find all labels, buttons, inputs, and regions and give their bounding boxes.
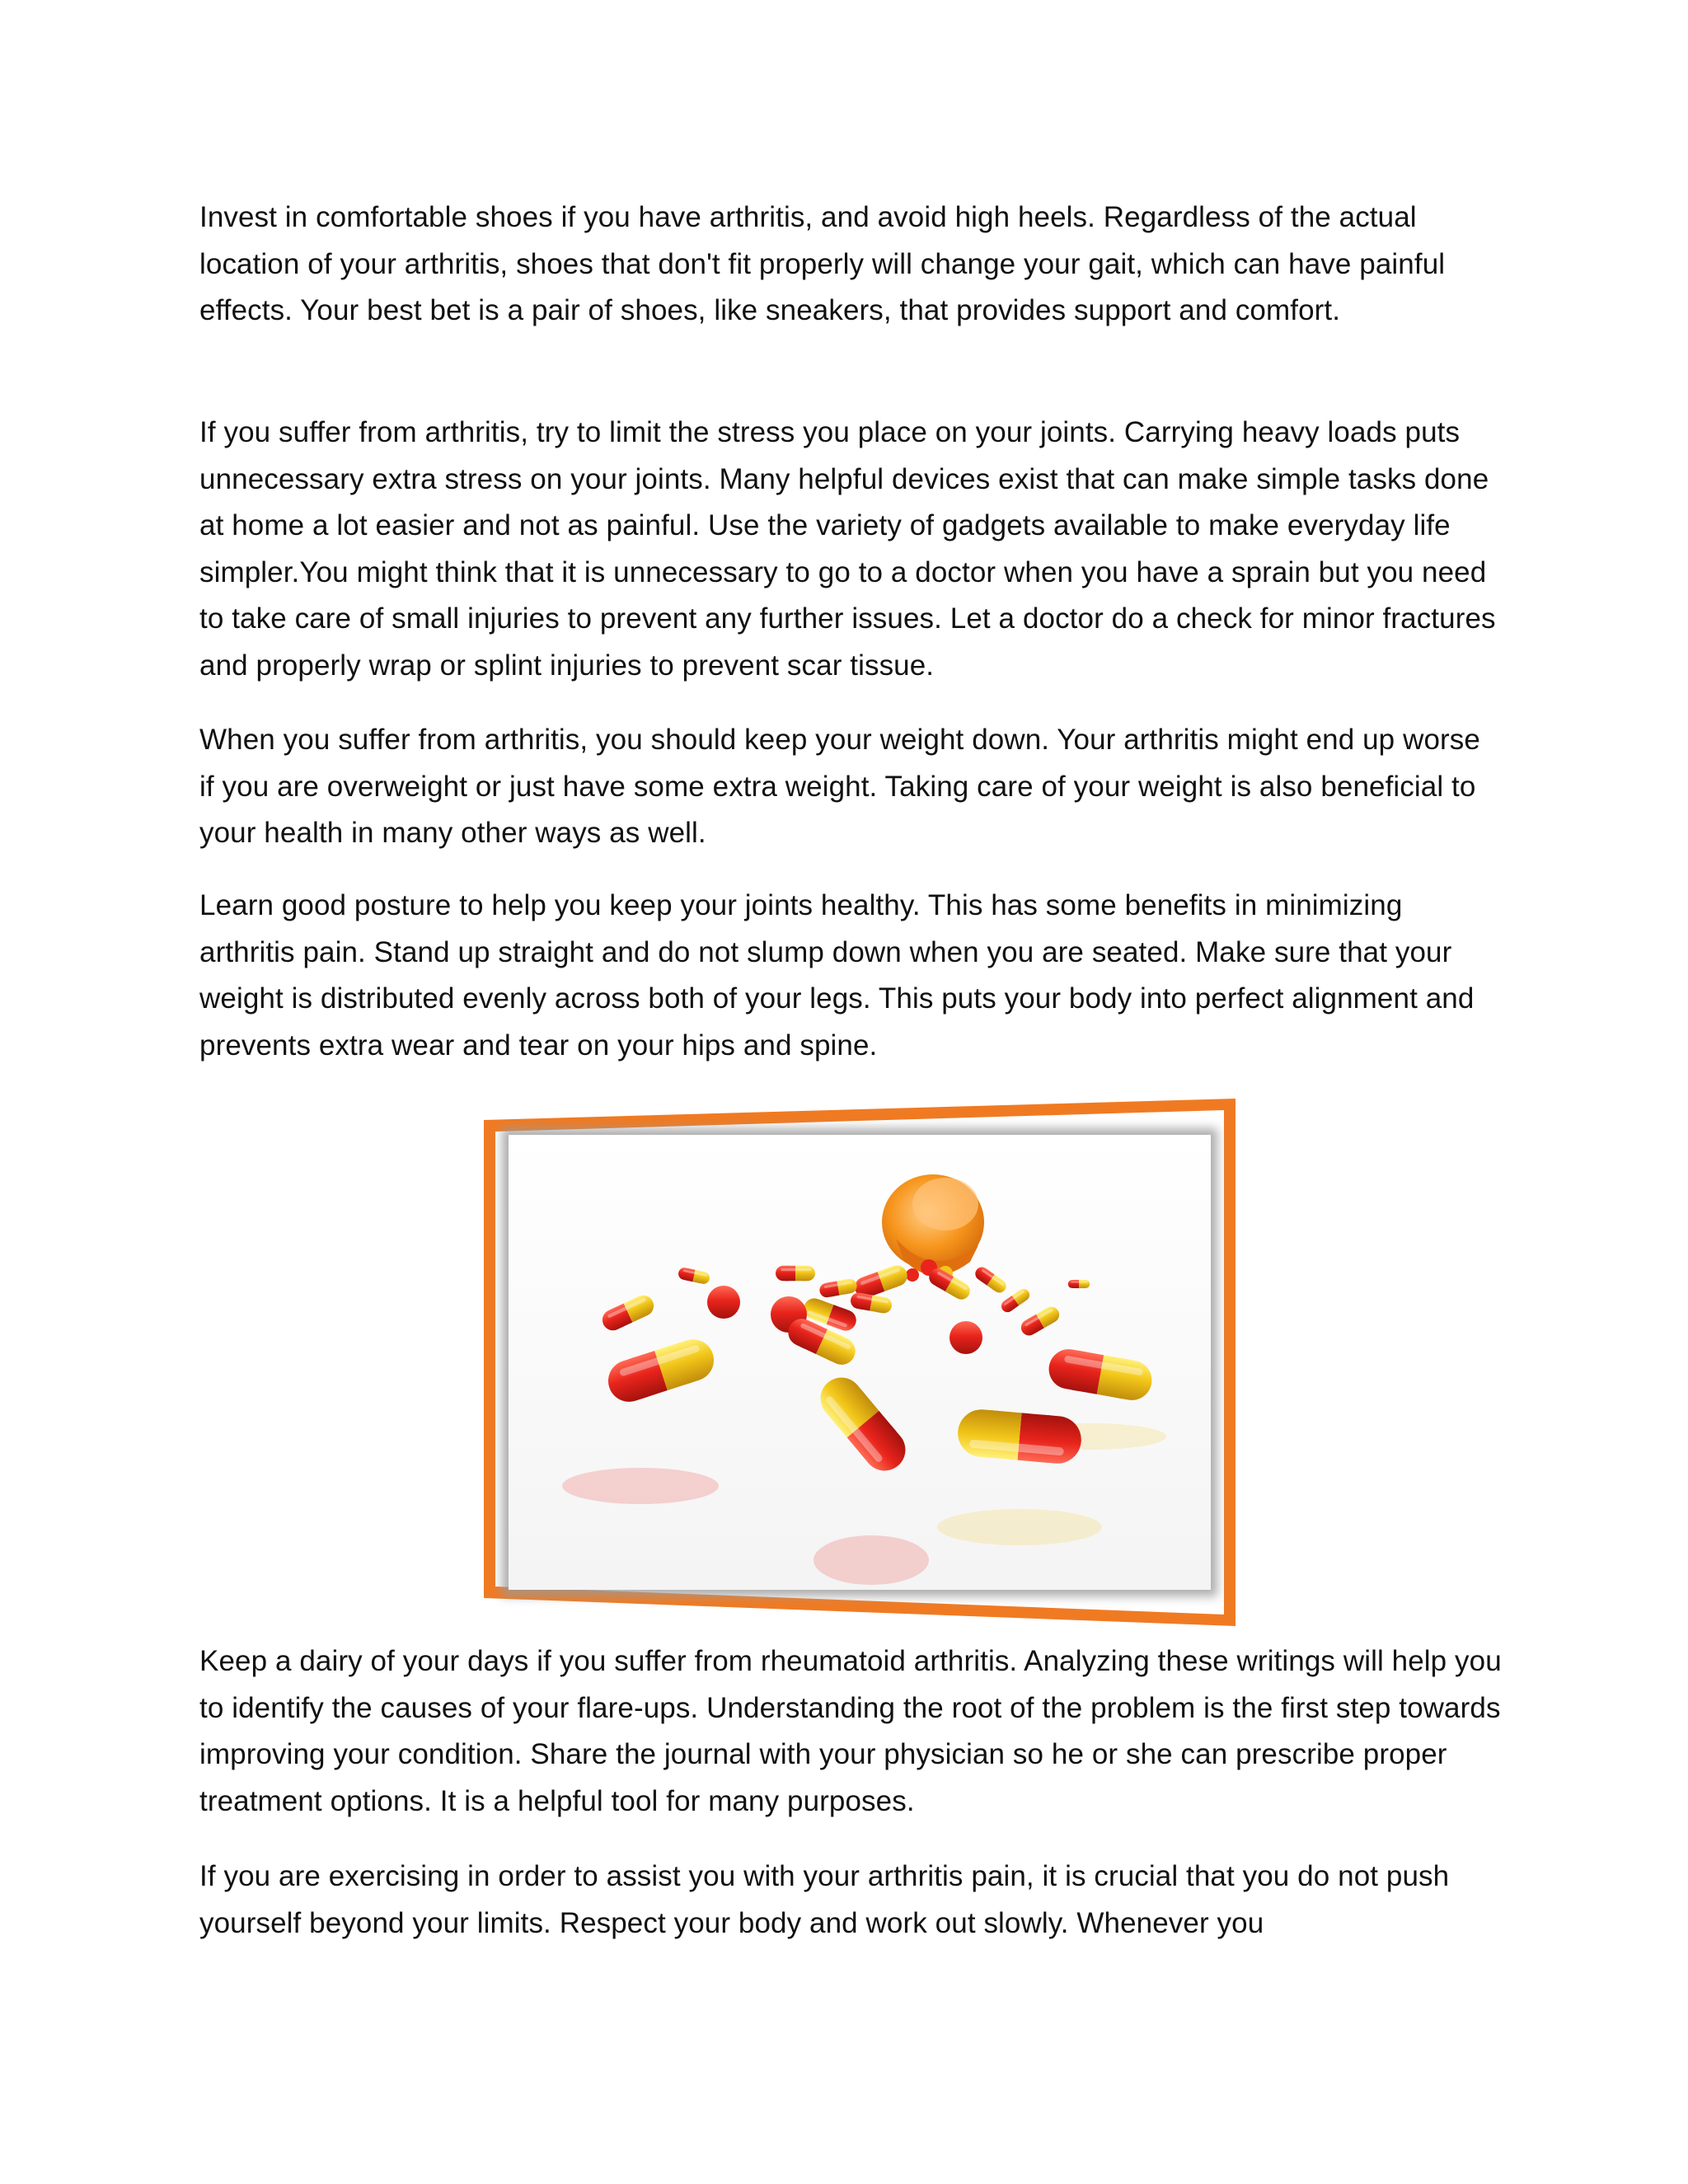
pills-image [484,1099,1236,1626]
paragraph-posture: Learn good posture to help you keep your joints healthy. This has some benefits in minimizing arthritis pain. Stand up straight and do not slump down when you are seated. Make sure that your weight is distributed evenly across both of your legs. This puts your body into perfect alignment and prevents extra wear and tear on your hips and spine. [199,889,1475,1062]
paragraph-exercise: If you are exercising in order to assist you with your arthritis pain, it is crucial that you do not push yourself beyond your limits. Respect your body and work out slowly. Whenever you [199,1860,1450,1939]
paragraph-weight: When you suffer from arthritis, you should keep your weight down. Your arthritis might end up worse if you are overweight or just have some extra weight. Taking care of your weight is also beneficial to your health in many other ways as well. [199,724,1480,849]
paragraph-diary: Keep a dairy of your days if you suffer from rheumatoid arthritis. Analyzing these writings will help you to identify the causes of your flare-ups. Understanding the root of the problem is the first step towards improving your condition. Share the journal with your physician so he or she can prescribe proper treatment options. It is a helpful tool for many purposes. [199,1645,1502,1817]
paragraph-joint-stress: If you suffer from arthritis, try to limit the stress you place on your joints. Carrying heavy loads puts unnecessary extra stress on your joints. Many helpful devices exist that can make simple tasks done at home a lot easier and not as painful. Use the variety of gadgets available to make everyday life simpler.You might think that it is unnecessary to go to a doctor when you have a sprain but you need to take care of small injuries to prevent any further issues. Let a doctor do a check for minor fractures and properly wrap or splint injuries to prevent scar tissue. [199,416,1496,682]
paragraph-shoes: Invest in comfortable shoes if you have arthritis, and avoid high heels. Regardless of the actual location of your arthritis, shoes that don't fit properly will change your gait, which can have painful effects. Your best bet is a pair of shoes, like sneakers, that provides support and comfort. [199,201,1446,326]
pills-illustration [484,1099,1236,1626]
